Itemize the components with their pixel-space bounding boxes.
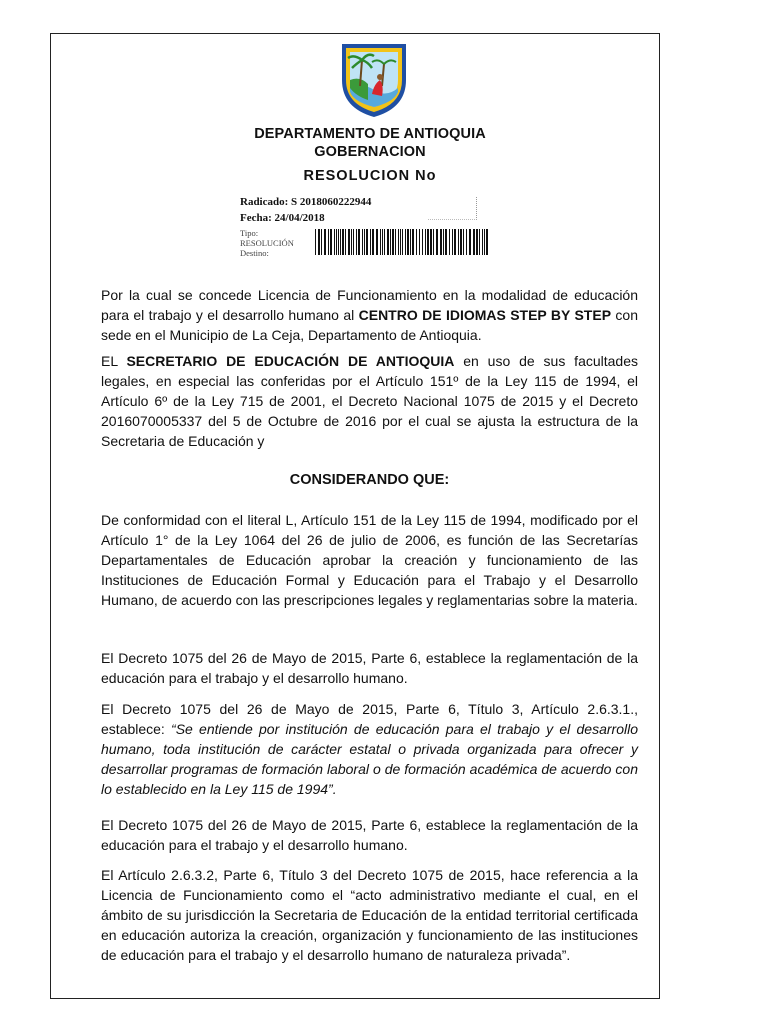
resolution-title: RESOLUCION No xyxy=(303,168,437,184)
destination-label: Destino: xyxy=(240,248,269,258)
antioquia-crest-icon xyxy=(338,40,410,120)
government-title: GOBERNACION xyxy=(314,144,426,160)
institution-name: CENTRO DE IDIOMAS STEP BY STEP xyxy=(358,307,612,323)
filing-date: Fecha: 24/04/2018 xyxy=(240,212,325,224)
intro-paragraph xyxy=(101,285,638,345)
type-label: Tipo: xyxy=(240,228,259,238)
paragraph-decreto-1075-a: El Decreto 1075 del 26 de Mayo de 2015, Parte 6, establece la reglamentación de la educación para el trabajo y el desarrollo humano. xyxy=(101,650,638,686)
barcode-icon xyxy=(315,229,488,255)
radicado-number: Radicado: S 2018060222944 xyxy=(240,196,372,208)
paragraph-articulo-2631 xyxy=(101,699,638,799)
paragraph-ley-115: De conformidad con el literal L, Artículo 151 de la Ley 115 de 1994, modificado por el Artículo 1° de la Ley 1064 del 26 de julio de 2006, es función de las Secretarías Departamentales de Educación aprobar la creación y funcionamiento de las Instituciones de Educación Formal y Educación para el Trabajo y el Desarrollo Humano, de acuerdo con las prescripciones legales y reglamentarias sobre la materia. xyxy=(101,512,638,608)
considerando-heading: CONSIDERANDO QUE: xyxy=(289,472,450,488)
paragraph-articulo-2632: El Artículo 2.6.3.2, Parte 6, Título 3 del Decreto 1075 de 2015, hace referencia a la Licencia de Funcionamiento como el “acto administrativo mediante el cual, en el ámbito de su jurisdicción la Secretaria de Educación de la entidad territorial certificada en educación autoriza la creación, organización y funcionamiento de las instituciones de educación para el trabajo y el desarrollo humano de naturaleza privada”. xyxy=(101,867,638,963)
article-quote: “Se entiende por institución de educación para el trabajo y el desarrollo humano, toda institución de carácter estatal o privada organizada para ofrecer y desarrollar programas de formación laboral o de formación académica de acuerdo con lo establecido en la Ley 115 de 1994”. xyxy=(101,721,638,797)
type-value: RESOLUCIÓN xyxy=(240,238,294,248)
paragraph-decreto-1075-b: El Decreto 1075 del 26 de Mayo de 2015, Parte 6, establece la reglamentación de la educación para el trabajo y el desarrollo humano. xyxy=(101,817,638,853)
stamp-box xyxy=(428,197,477,220)
department-title: DEPARTAMENTO DE ANTIOQUIA xyxy=(254,126,486,142)
preamble-text: en uso de sus facultades legales, en especial las conferidas por el Artículo 151º de la Ley 115 de 1994, el Artículo 6º de la Ley 715 de 2001, el Decreto Nacional 1075 de 2015 y el Decreto 2016070005337 del 5 de Octubre de 2016 por el cual se ajusta la estructura de la Secretaria de Educación y xyxy=(101,353,638,449)
secretary-title: SECRETARIO DE EDUCACIÓN DE ANTIOQUIA xyxy=(126,353,455,369)
intro-text-end: con sede en el Municipio de La Ceja, Departamento de Antioquia. xyxy=(101,307,638,343)
preamble-text-start: EL xyxy=(101,353,127,369)
article-intro: El Decreto 1075 del 26 de Mayo de 2015, Parte 6, Título 3, Artículo 2.6.3.1., establece: xyxy=(101,701,638,737)
preamble-paragraph xyxy=(101,351,638,451)
intro-text: Por la cual se concede Licencia de Funcionamiento en la modalidad de educación para el trabajo y el desarrollo humano al xyxy=(101,287,638,323)
